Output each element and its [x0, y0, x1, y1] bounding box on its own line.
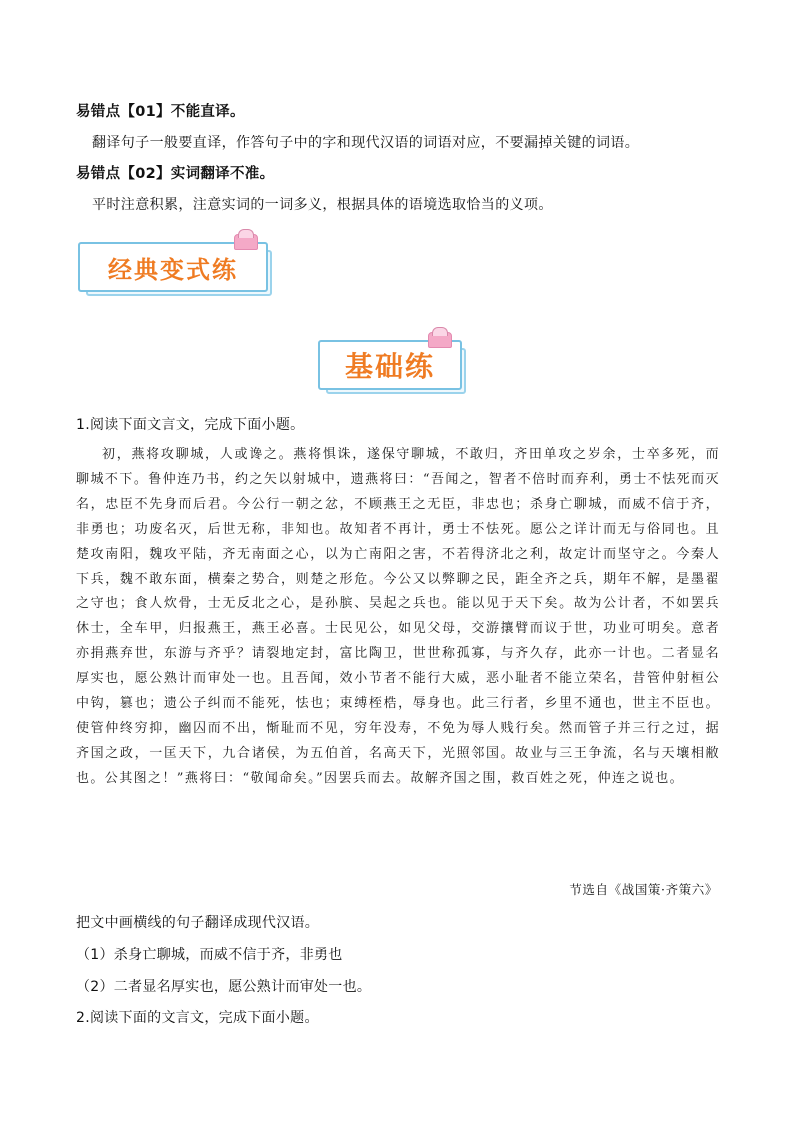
- translation-instruction: 把文中画横线的句子翻译成现代汉语。: [76, 915, 320, 931]
- section-banner-variant-practice-label: 经典变式练: [108, 255, 238, 284]
- question-1-title: 1.阅读下面文言文，完成下面小题。: [76, 417, 305, 433]
- tip-2-body: 平时注意积累，注意实词的一词多义，根据具体的语境选取恰当的义项。: [92, 197, 553, 213]
- tip-2-heading: 易错点【02】实词翻译不准。: [76, 166, 275, 182]
- paper-clip-icon: [428, 332, 452, 348]
- paper-clip-icon: [234, 234, 258, 250]
- tip-1-body: 翻译句子一般要直译，作答句子中的字和现代汉语的词语对应，不要漏掉关键的词语。: [92, 135, 640, 151]
- translation-item-2: （2）二者显名厚实也，愿公熟计而审处一也。: [76, 979, 372, 995]
- passage-source: 节选自《战国策·齐策六》: [569, 882, 718, 897]
- classical-passage: 初，燕将攻聊城，人或谗之。燕将惧诛，遂保守聊城，不敢归，齐田单攻之岁余，士卒多死，而聊城不下。鲁仲连乃书，约之矢以射城中，遗燕将曰：“吾闻之，智者不倍时而弃利，勇士不怯死而灭名，忠臣不先身而后君。今公行一朝之忿，不顾燕王之无臣，非忠也；杀身亡聊城，而威不信于齐，非勇也；功废名灭，后世无称，非知也。故知者不再计，勇士不怯死。愿公之详计而无与俗同也。且楚攻南阳，魏攻平陆，齐无南面之心，以为亡南阳之害，不若得济北之利，故定计而坚守之。今秦人下兵，魏不敢东面，横秦之势合，则楚之形危。今公又以弊聊之民，距全齐之兵，期年不解，是墨翟之守也；食人炊骨，士无反北之心，是孙膑、吴起之兵也。能以见于天下矣。故为公计者，不如罢兵休士，全车甲，归报燕王，燕王必喜。士民见公，如见父母，交游攘臂而议于世，功业可明矣。意者亦捐燕弃世，东游与齐乎？请裂地定封，富比陶卫，世世称孤寡，与齐久存，此亦一计也。二者显名厚实也，愿公熟计而审处一也。且吾闻，效小节者不能行大威，恶小耻者不能立荣名，昔管仲射桓公中钩，篡也；遗公子纠而不能死，怯也；束缚桎梏，辱身也。此三行者，乡里不通也，世主不臣也。使管仲终穷抑，幽囚而不出，惭耻而不见，穷年没寿，不免为辱人贱行矣。然而管子并三行之过，据齐国之政，一匡天下，九合诸侯，为五伯首，名高天下，光照邻国。故业与三王争流，名与天壤相敝也。公其图之！”燕将曰：“敬闻命矣。”因罢兵而去。故解齐国之围，救百姓之死，仲连之说也。: [76, 447, 720, 786]
- tip-1-heading: 易错点【01】不能直译。: [76, 104, 245, 120]
- section-banner-basic-practice-label: 基础练: [344, 350, 435, 383]
- translation-item-1: （1）杀身亡聊城，而威不信于齐，非勇也: [76, 947, 343, 963]
- question-2-title: 2.阅读下面的文言文，完成下面小题。: [76, 1010, 319, 1026]
